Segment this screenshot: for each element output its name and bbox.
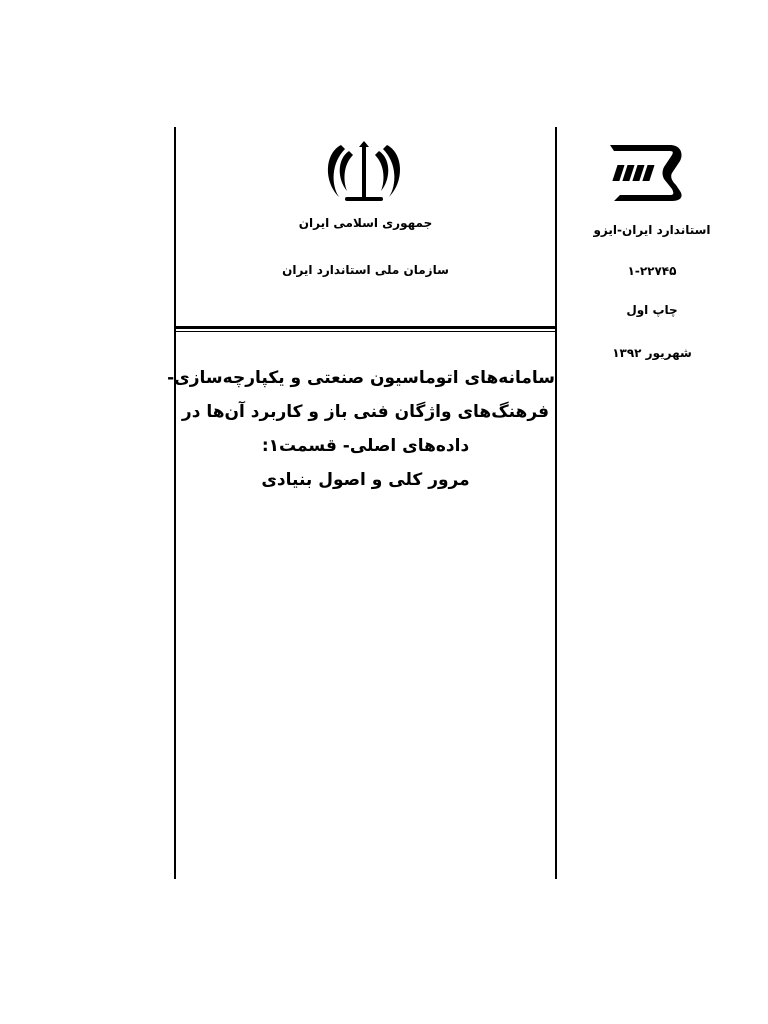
isiri-logo-icon (606, 139, 686, 203)
title-line: فرهنگ‌های واژگان فنی باز و کاربرد آن‌ها در (181, 402, 550, 422)
standard-number: ۱-۲۲۷۴۵ (627, 264, 677, 278)
frame-left-rule (174, 127, 176, 879)
republic-name: جمهوری اسلامی ایران (298, 216, 433, 230)
header-divider-thick (174, 326, 557, 329)
frame-right-rule (555, 127, 557, 879)
standard-label: استاندارد ایران-ایزو (593, 223, 711, 237)
title-line: داده‌های اصلی- قسمت۱: (261, 436, 470, 456)
header-divider-thin (174, 331, 557, 332)
iran-emblem-icon (321, 141, 407, 205)
document-title (167, 361, 555, 497)
publication-date: شهریور ۱۳۹۲ (612, 346, 692, 360)
edition-label: چاپ اول (626, 303, 678, 317)
organization-name: سازمان ملی استاندارد ایران (282, 263, 449, 277)
title-line: سامانه‌های اتوماسیون صنعتی و یکپارچه‌سازی- (167, 368, 555, 388)
title-line: مرور کلی و اصول بنیادی (261, 470, 470, 490)
